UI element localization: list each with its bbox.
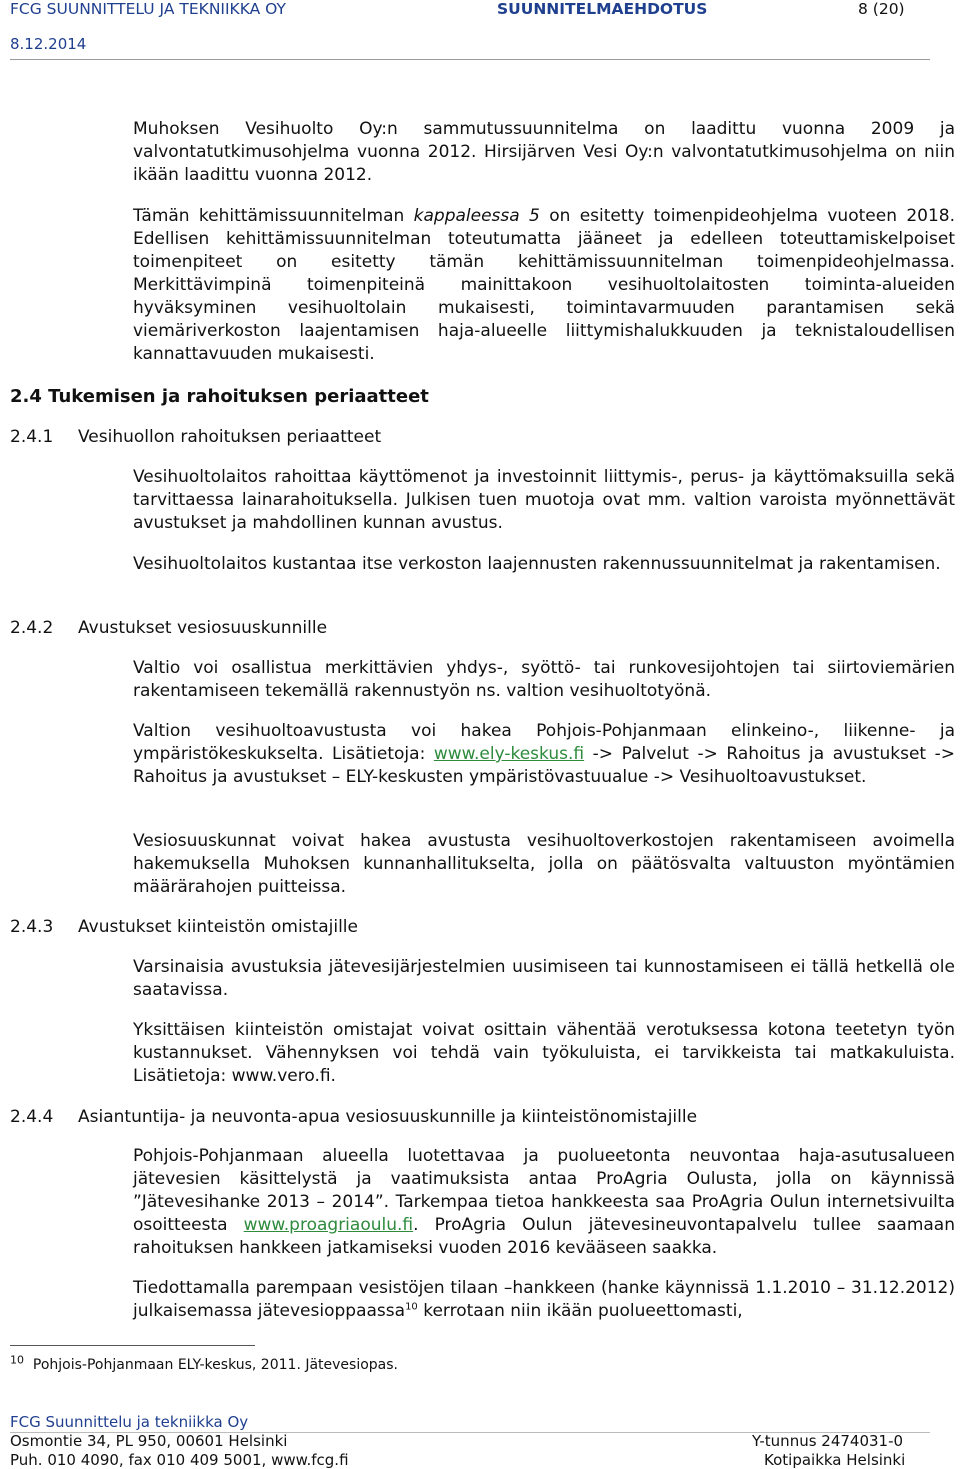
section-heading-2-4-2: 2.4.2 Avustukset vesiosuuskunnille bbox=[10, 618, 328, 638]
section-heading-2-4: 2.4 Tukemisen ja rahoituksen periaatteet bbox=[10, 386, 429, 407]
footer-contact: Puh. 010 4090, fax 010 409 5001, www.fcg.fi bbox=[10, 1451, 349, 1469]
s241-paragraph-2: Vesihuoltolaitos kustantaa itse verkoston laajennusten rakennussuunnitelmat ja rakentamisen. bbox=[133, 554, 941, 574]
section-heading-2-4-4: 2.4.4 Asiantuntija- ja neuvonta-apua vesiosuuskunnille ja kiinteistönomistajille bbox=[10, 1107, 698, 1127]
s242-paragraph-3: Vesiosuuskunnat voivat hakea avustusta vesihuoltoverkostojen rakentamiseen avoimella hakemuksella Muhoksen kunnanhallitukselta, jolla on päätösvalta valtuuston myöntämien määrärahojen puitteissa. bbox=[133, 831, 955, 897]
footnote-reference: 10 bbox=[405, 1301, 418, 1313]
header-page-number: 8 (20) bbox=[858, 0, 905, 18]
proagria-link[interactable]: www.proagriaoulu.fi bbox=[243, 1215, 414, 1235]
header-doc-type: SUUNNITELMAEHDOTUS bbox=[497, 0, 708, 18]
intro-paragraph-1: Muhoksen Vesihuolto Oy:n sammutussuunnitelma on laadittu vuonna 2009 ja valvontatutkimusohjelma vuonna 2012. Hirsijärven Vesi Oy:n valvontatutkimusohjelma on niin ikään laadittu vuonna 2012. bbox=[133, 119, 955, 185]
intro-paragraph-2: Tämän kehittämissuunnitelman kappaleessa 5 on esitetty toimenpideohjelma vuoteen 2018. Edellisen kehittämissuunnitelman toteutumatta jääneet ja edelleen toteuttamiskelpoiset toimenpiteet on esitetty tämän kehittämissuunnitelman toimenpideohjelmassa. Merkittävimpinä toimenpiteinä mainittakoon vesihuoltolaitosten toiminta-alueiden hyväksyminen vesihuoltolain mukaisesti, toimintavarmuuden parantamisen sekä viemäriverkoston laajentamisen haja-alueelle liittymishalukkuuden ja teknistaloudellisen kannattavuuden mukaisesti. bbox=[133, 206, 955, 364]
header-divider bbox=[10, 59, 930, 60]
s243-paragraph-1: Varsinaisia avustuksia jätevesijärjestelmien uusimiseen tai kunnostamiseen ei tällä hetkellä ole saatavissa. bbox=[133, 957, 955, 1000]
s242-paragraph-2: Valtion vesihuoltoavustusta voi hakea Pohjois-Pohjanmaan elinkeino-, liikenne- ja ympäristökeskukselta. Lisätietoja: www.ely-keskus.fi -> Palvelut -> Rahoitus ja avustukset -> Rahoitus ja avustukset – ELY-keskusten ympäristövastuualue -> Vesihuoltoavustukset. bbox=[133, 721, 955, 787]
s241-paragraph-1: Vesihuoltolaitos rahoittaa käyttömenot ja investoinnit liittymis-, perus- ja käyttömaksuilla sekä tarvittaessa lainarahoituksella. Julkisen tuen muotoja ovat mm. valtion varoista myönnettävät avustukset ja mahdollinen kunnan avustus. bbox=[133, 467, 955, 533]
section-heading-2-4-3: 2.4.3 Avustukset kiinteistön omistajille bbox=[10, 917, 358, 937]
footnote bbox=[10, 1353, 399, 1373]
footnote-divider bbox=[10, 1345, 255, 1346]
s244-paragraph-1: Pohjois-Pohjanmaan alueella luotettavaa ja puolueetonta neuvontaa haja-asutusalueen jätevesien käsittelystä ja vaatimuksista antaa ProAgria Oulusta, jolla on käynnissä ”Jätevesihanke 2013 – 2014”. Tarkempaa tietoa hankkeesta saa ProAgria Oulun internetsivuilta osoitteesta www.proagriaoulu.fi. ProAgria Oulun jätevesineuvontapalvelu tullee saamaan rahoituksen hankkeen jatkamiseksi vuoden 2016 kevääseen saakka. bbox=[133, 1146, 955, 1258]
section-heading-2-4-1: 2.4.1 Vesihuollon rahoituksen periaatteet bbox=[10, 427, 382, 447]
footnote-text: Pohjois-Pohjanmaan ELY-keskus, 2011. Jätevesiopas. bbox=[32, 1357, 399, 1373]
footer-domicile: Kotipaikka Helsinki bbox=[764, 1451, 906, 1469]
s242-paragraph-1: Valtio voi osallistua merkittävien yhdys-, syöttö- tai runkovesijohtojen tai siirtoviemärien rakentamiseen tekemällä rakennustyön ns. valtion vesihuoltotyönä. bbox=[133, 658, 955, 701]
footnote-number: 10 bbox=[10, 1353, 24, 1367]
footer-address: Osmontie 34, PL 950, 00601 Helsinki bbox=[10, 1432, 288, 1450]
header-date: 8.12.2014 bbox=[10, 35, 87, 53]
ely-keskus-link[interactable]: www.ely-keskus.fi bbox=[433, 744, 585, 764]
header-company: FCG SUUNNITTELU JA TEKNIIKKA OY bbox=[10, 0, 286, 18]
footer-business-id: Y-tunnus 2474031-0 bbox=[752, 1432, 904, 1450]
footer-company: FCG Suunnittelu ja tekniikka Oy bbox=[10, 1413, 249, 1431]
s243-paragraph-2: Yksittäisen kiinteistön omistajat voivat osittain vähentää verotuksessa kotona teetetyn työn kustannukset. Vähennyksen voi tehdä vain työkuluista, ei tarvikkeista tai matkakuluista. Lisätietoja: www.vero.fi. bbox=[133, 1020, 955, 1086]
s244-paragraph-2: Tiedottamalla parempaan vesistöjen tilaan –hankkeen (hanke käynnissä 1.1.2010 – 31.12.2012) julkaisemassa jätevesioppaassa$^{10}$ kerrotaan niin ikään puolueettomasti, bbox=[133, 1278, 955, 1321]
